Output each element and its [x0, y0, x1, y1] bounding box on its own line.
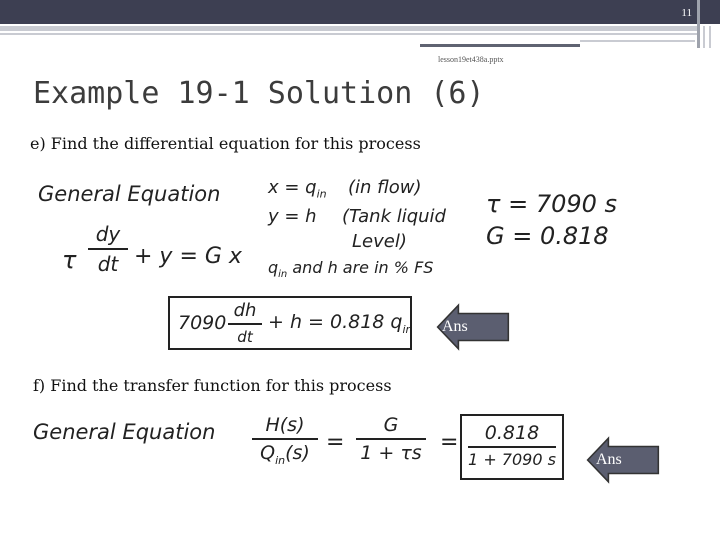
- def-units: $q_{in}$ and h are in % FS: [268, 258, 434, 281]
- header-divider-thin: [0, 33, 697, 35]
- tf-answer-den: 1 + 7090 s: [468, 450, 556, 469]
- general-equation-label-f: General Equation: [33, 420, 216, 444]
- tf-lhs-num: H(s): [265, 414, 305, 436]
- answer-f-arrow-icon: [568, 434, 680, 486]
- header-edge-line: [697, 0, 700, 48]
- answer-f-box: [460, 414, 564, 480]
- slide-title: Example 19-1 Solution (6): [33, 76, 485, 111]
- ans-e-coef: 7090: [178, 312, 227, 334]
- tf-general-den: 1 + τs: [360, 442, 422, 464]
- answer-f-label: Ans: [596, 451, 622, 468]
- tf-general: [356, 414, 426, 464]
- header-bar: [0, 0, 720, 24]
- tf-lhs-den: $Q_{in}(s)$: [260, 442, 310, 467]
- file-name: lesson19et438a.pptx: [438, 55, 504, 64]
- answer-e-box: [168, 296, 412, 350]
- tf-equals-1: =: [326, 430, 345, 455]
- question-e: e) Find the differential equation for this process: [30, 134, 421, 153]
- tf-equals-2: =: [440, 430, 459, 455]
- def-x-note: (in flow): [348, 177, 422, 198]
- ans-e-dh: dh: [233, 300, 257, 321]
- gen-rhs: + y = G x: [134, 244, 242, 269]
- question-f: f) Find the transfer function for this process: [33, 376, 392, 395]
- def-y: y = h: [268, 206, 317, 227]
- ans-e-rhs: + h = 0.818 $q_{in}$: [268, 311, 413, 336]
- header-edge-line-3: [709, 26, 711, 48]
- def-y-note-2: Level): [352, 231, 407, 252]
- def-y-note-1: (Tank liquid: [342, 206, 446, 227]
- answer-e-label: Ans: [442, 318, 468, 335]
- gen-derivative: [88, 222, 128, 276]
- tf-answer: [468, 422, 556, 469]
- header-edge-line-2: [703, 26, 705, 48]
- param-tau: τ = 7090 s: [486, 190, 618, 218]
- gen-dt: dt: [97, 252, 119, 276]
- param-g: G = 0.818: [486, 222, 609, 250]
- tf-lhs: [252, 414, 318, 467]
- tf-general-num: G: [383, 414, 399, 436]
- subheader-divider: [420, 44, 580, 47]
- ans-e-derivative: [228, 300, 262, 346]
- ans-e-dt: dt: [237, 328, 253, 346]
- subheader-divider-thin: [580, 40, 695, 42]
- gen-tau: τ: [62, 246, 77, 274]
- header-divider: [0, 26, 697, 31]
- gen-dy: dy: [95, 222, 121, 246]
- def-x: $x = q_{in}$: [268, 177, 327, 201]
- general-equation-label-e: General Equation: [38, 182, 221, 206]
- answer-e-arrow-icon: [418, 301, 530, 353]
- slide-number: 11: [681, 7, 692, 19]
- tf-answer-num: 0.818: [484, 422, 540, 444]
